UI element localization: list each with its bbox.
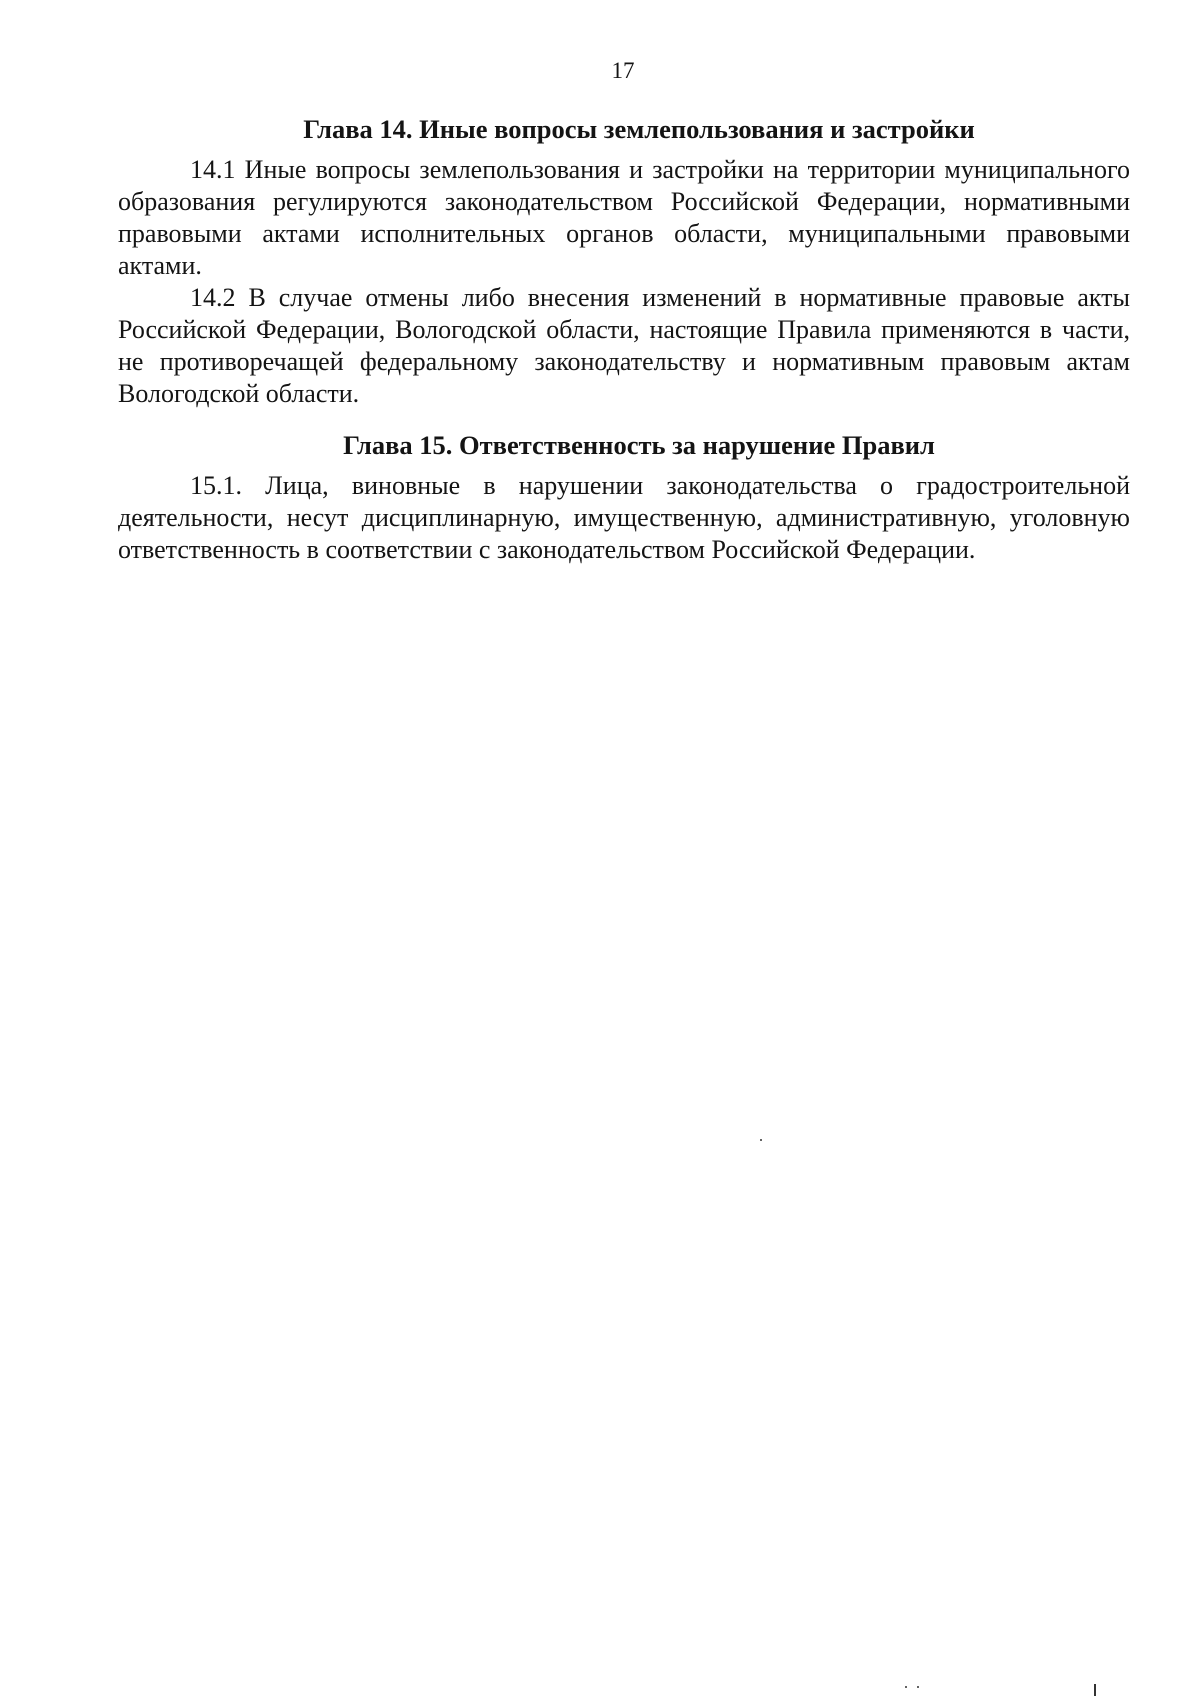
scan-mark bbox=[1094, 1684, 1096, 1696]
scan-speck bbox=[917, 1686, 919, 1688]
scan-speck bbox=[905, 1686, 907, 1688]
page-number: 17 bbox=[611, 58, 635, 83]
paragraph-15-1: 15.1. Лица, виновные в нарушении законодательства о градостроительной деятельности, несут дисциплинарную, имущественную, административную, уголовную ответственность в соответствии с законодательством Российской Федерации. bbox=[118, 471, 1130, 564]
paragraph-14-1: 14.1 Иные вопросы землепользования и застройки на территории муниципального образования регулируются законодательством Российской Федерации, нормативными правовыми актами исполнительных органов области, муниципальными правовыми актами. bbox=[118, 155, 1130, 280]
chapter-14-title: Глава 14. Иные вопросы землепользования и застройки bbox=[303, 114, 975, 144]
scan-speck bbox=[760, 1139, 762, 1141]
document-body bbox=[118, 112, 1130, 566]
chapter-15-title: Глава 15. Ответственность за нарушение Правил bbox=[343, 430, 935, 460]
paragraph-14-2: 14.2 В случае отмены либо внесения изменений в нормативные правовые акты Российской Федерации, Вологодской области, настоящие Правила применяются в части, не противоречащей федеральному законодательству и нормативным правовым актам Вологодской области. bbox=[118, 283, 1130, 408]
